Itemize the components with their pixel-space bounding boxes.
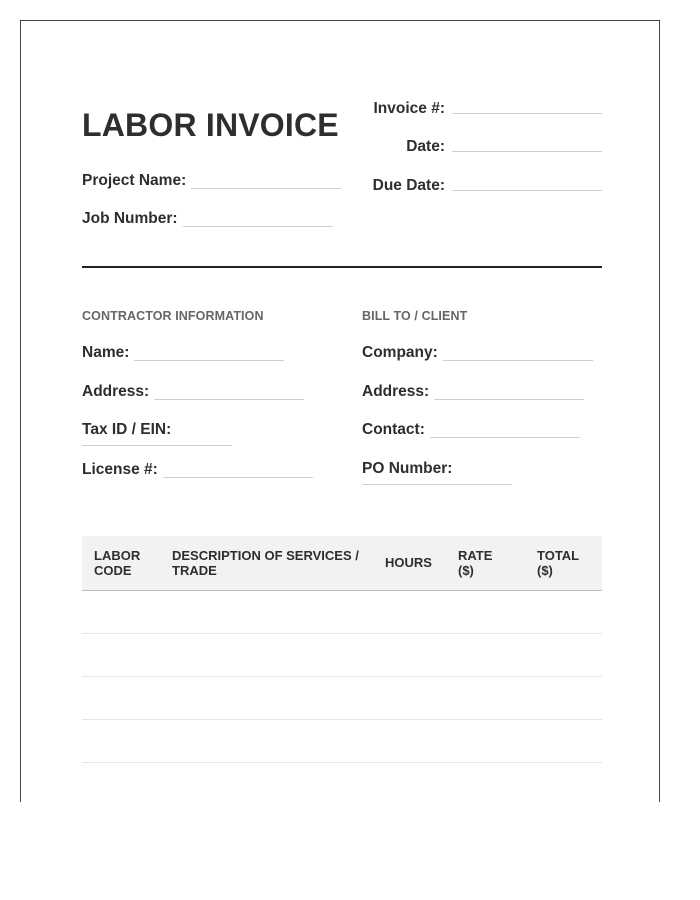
contractor-address-field[interactable] [82, 383, 304, 401]
contractor-name-field[interactable] [82, 344, 284, 362]
client-company-label: Company: [362, 344, 438, 361]
client-contact-field[interactable] [362, 421, 580, 439]
contractor-heading: CONTRACTOR INFORMATION [82, 309, 264, 323]
client-po-number-field[interactable] [362, 460, 512, 486]
contractor-tax-id-input-line[interactable] [82, 444, 232, 446]
due-date-input-line[interactable] [452, 189, 602, 191]
contractor-license-input-line[interactable] [163, 476, 313, 478]
client-company-field[interactable] [362, 344, 593, 362]
job-number-label: Job Number: [82, 210, 178, 227]
client-po-number-label: PO Number: [362, 460, 453, 477]
column-header-rate: RATE ($) [458, 548, 493, 578]
contractor-name-label: Name: [82, 344, 130, 361]
project-name-label: Project Name: [82, 172, 187, 189]
column-header-description: DESCRIPTION OF SERVICES / TRADE [172, 548, 359, 578]
column-header-total: TOTAL ($) [537, 548, 579, 578]
table-row[interactable] [82, 591, 602, 634]
client-contact-label: Contact: [362, 421, 425, 438]
labor-table-header [82, 536, 602, 591]
invoice-number-label: Invoice #: [373, 100, 445, 117]
table-row[interactable] [82, 677, 602, 720]
project-name-input-line[interactable] [191, 187, 341, 189]
column-header-hours: HOURS [385, 555, 432, 570]
invoice-title: LABOR INVOICE [82, 107, 339, 143]
client-address-input-line[interactable] [434, 398, 584, 400]
invoice-sheet [20, 20, 660, 802]
contractor-address-label: Address: [82, 383, 150, 400]
contractor-tax-id-label: Tax ID / EIN: [82, 421, 172, 438]
job-number-field[interactable] [82, 210, 333, 228]
contractor-tax-id-field[interactable] [82, 421, 232, 447]
header-divider [82, 266, 602, 268]
date-input-line[interactable] [452, 150, 602, 152]
date-label: Date: [406, 138, 445, 155]
client-po-number-input-line[interactable] [362, 483, 512, 485]
contractor-license-label: License #: [82, 461, 158, 478]
client-company-input-line[interactable] [443, 359, 593, 361]
table-row[interactable] [82, 720, 602, 763]
client-contact-input-line[interactable] [430, 436, 580, 438]
table-row[interactable] [82, 634, 602, 677]
client-address-field[interactable] [362, 383, 584, 401]
contractor-address-input-line[interactable] [154, 398, 304, 400]
invoice-number-input-line[interactable] [452, 112, 602, 114]
bill-to-heading: BILL TO / CLIENT [362, 309, 468, 323]
labor-table [82, 536, 602, 763]
job-number-input-line[interactable] [183, 225, 333, 227]
column-header-labor-code: LABOR CODE [94, 548, 141, 578]
due-date-label: Due Date: [372, 177, 445, 194]
contractor-license-field[interactable] [82, 461, 313, 479]
contractor-name-input-line[interactable] [134, 359, 284, 361]
client-address-label: Address: [362, 383, 430, 400]
project-name-field[interactable] [82, 172, 341, 190]
